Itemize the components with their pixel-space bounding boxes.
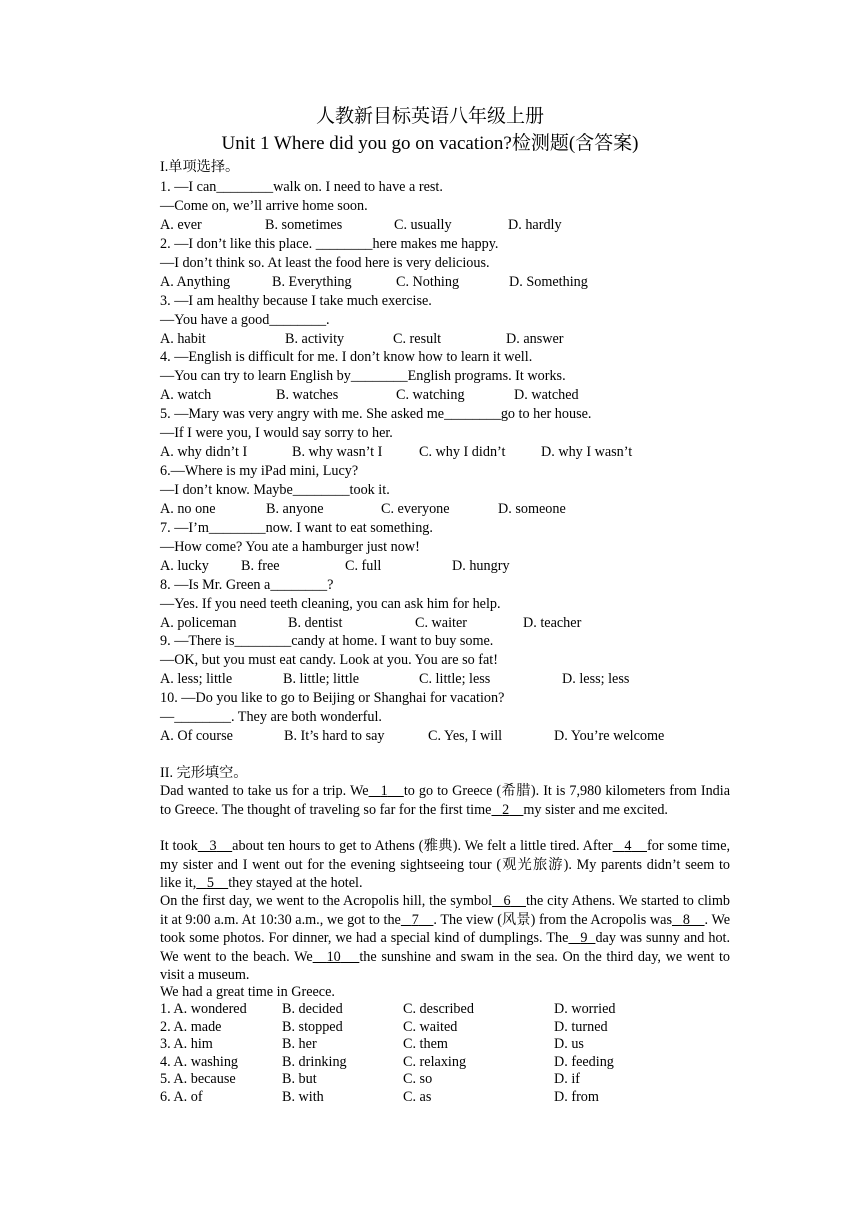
answer-option: B. watches <box>276 387 339 404</box>
question-stem: 9. —There is________candy at home. I want to buy some. <box>160 633 494 650</box>
cloze-text: It took <box>160 838 198 854</box>
question-response: —Come on, we’ll arrive home soon. <box>160 198 368 214</box>
cloze-text: On the first day, we went to the Acropolis hill, the symbol <box>160 893 493 909</box>
answer-option: A. less; little <box>160 671 233 688</box>
document-subtitle: Unit 1 Where did you go on vacation?检测题(含答案) <box>221 133 639 154</box>
answer-option: D. watched <box>514 387 579 404</box>
answer-option: D. less; less <box>562 671 630 688</box>
cloze-option: B. drinking <box>282 1053 347 1070</box>
question-response: —I don’t think so. At least the food here is very delicious. <box>160 254 490 271</box>
cloze-text: the city Athens. We started to climb it at 9:00 a.m. At 10:30 a.m., we got to the <box>160 893 731 928</box>
answer-option: B. little; little <box>283 671 360 688</box>
question-stem: 10. —Do you like to go to Beijing or Shanghai for vacation? <box>160 690 505 707</box>
question-response: —I don’t know. Maybe________took it. <box>160 482 390 498</box>
answer-option: B. anyone <box>266 501 324 517</box>
answer-option: A. no one <box>160 501 216 517</box>
cloze-option: B. with <box>282 1088 324 1105</box>
answer-option: D. You’re welcome <box>554 728 665 745</box>
cloze-text: for some time, my sister and I went out for the evening sightseeing tour (观光旅游). My parents didn’t seem to like it, <box>160 838 731 891</box>
cloze-blank-4: 4 <box>624 838 632 854</box>
answer-option: A. ever <box>160 217 202 233</box>
answer-option: C. waiter <box>415 614 468 631</box>
answer-option: B. activity <box>285 330 345 347</box>
cloze-option: 2. A. made <box>160 1018 222 1035</box>
cloze-option: D. turned <box>554 1018 608 1035</box>
cloze-paragraph-4: We had a great time in Greece. <box>160 984 335 1000</box>
cloze-option: 4. A. washing <box>160 1053 239 1070</box>
document-title: 人教新目标英语八年级上册 <box>315 106 544 127</box>
question-response: —Yes. If you need teeth cleaning, you can ask him for help. <box>160 595 501 612</box>
answer-option: A. habit <box>160 330 206 347</box>
answer-option: A. policeman <box>160 614 237 631</box>
question-stem: 2. —I don’t like this place. ________here makes me happy. <box>160 235 499 252</box>
cloze-paragraph-1 <box>160 782 730 819</box>
cloze-blank-1: 1 <box>380 783 388 799</box>
cloze-option: B. but <box>282 1071 317 1087</box>
cloze-option: 1. A. wondered <box>160 1001 247 1017</box>
answer-option: D. teacher <box>523 614 582 631</box>
answer-option: A. why didn’t I <box>160 444 248 461</box>
answer-option: C. everyone <box>381 501 450 517</box>
question-stem: 4. —English is difficult for me. I don’t know how to learn it well. <box>160 349 533 366</box>
cloze-option: D. us <box>554 1036 584 1052</box>
answer-option: B. sometimes <box>265 217 343 233</box>
cloze-blank-6: 6 <box>503 893 511 909</box>
cloze-option: D. worried <box>554 1001 616 1017</box>
cloze-blank-10: 10 <box>326 948 341 965</box>
cloze-blank-3: 3 <box>209 838 217 854</box>
answer-option: D. hardly <box>508 217 562 233</box>
cloze-text: to go to Greece (希腊). It is 7,980 kilometers from India to Greece. The thought of traveling so far for the first time <box>160 783 730 818</box>
question-response: —You can try to learn English by________English programs. It works. <box>160 368 566 385</box>
answer-option: D. someone <box>498 501 566 517</box>
cloze-option: C. them <box>403 1036 448 1052</box>
cloze-option: 5. A. because <box>160 1071 236 1087</box>
question-response: —You have a good________. <box>160 311 330 328</box>
answer-option: B. why wasn’t I <box>292 444 383 461</box>
answer-option: B. free <box>241 557 280 574</box>
question-stem: 7. —I’m________now. I want to eat something. <box>160 519 433 536</box>
cloze-option: D. from <box>554 1088 599 1105</box>
cloze-option: B. decided <box>282 1001 343 1017</box>
question-response: —________. They are both wonderful. <box>160 709 382 726</box>
cloze-option: C. relaxing <box>403 1053 467 1070</box>
answer-option: A. Of course <box>160 728 233 745</box>
answer-option: C. usually <box>394 217 452 233</box>
answer-option: A. lucky <box>160 557 209 574</box>
question-stem: 1. —I can________walk on. I need to have a rest. <box>160 179 443 195</box>
section-heading-single-choice: I.单项选择。 <box>160 159 240 175</box>
answer-option: D. hungry <box>452 557 510 574</box>
answer-option: C. result <box>393 330 442 347</box>
question-response: —How come? You ate a hamburger just now! <box>160 538 420 555</box>
answer-option: A. watch <box>160 387 212 404</box>
cloze-blank-2: 2 <box>502 801 510 818</box>
answer-option: B. dentist <box>288 614 343 631</box>
cloze-option: C. so <box>403 1071 433 1087</box>
answer-option: D. Something <box>509 273 588 290</box>
cloze-text: . The view (风景) from the Acropolis was <box>433 911 672 928</box>
question-response: —OK, but you must eat candy. Look at you. You are so fat! <box>160 652 498 669</box>
cloze-text: day was sunny and hot. We went to the beach. We <box>160 930 731 965</box>
cloze-blank-7: 7 <box>411 911 419 928</box>
section-heading-cloze: II. 完形填空。 <box>160 765 248 781</box>
cloze-blank-8: 8 <box>682 911 690 928</box>
cloze-blank-9: 9 <box>580 930 588 946</box>
cloze-option: 3. A. him <box>160 1036 213 1052</box>
answer-option: C. little; less <box>419 671 491 688</box>
cloze-text: about ten hours to get to Athens (雅典). We felt a little tired. After <box>232 838 613 854</box>
question-stem: 8. —Is Mr. Green a________? <box>160 576 334 593</box>
question-stem: 3. —I am healthy because I take much exercise. <box>160 292 432 309</box>
answer-option: C. watching <box>396 387 465 404</box>
cloze-paragraph-2 <box>160 837 730 893</box>
cloze-paragraph-3 <box>160 892 730 985</box>
question-response: —If I were you, I would say sorry to her. <box>160 425 393 442</box>
question-stem: 5. —Mary was very angry with me. She asked me________go to her house. <box>160 406 592 423</box>
answer-option: D. why I wasn’t <box>541 444 633 461</box>
cloze-blank-5: 5 <box>206 875 214 891</box>
cloze-text: my sister and me excited. <box>523 801 668 818</box>
answer-option: C. Yes, I will <box>428 728 503 745</box>
question-stem: 6.—Where is my iPad mini, Lucy? <box>160 463 359 479</box>
cloze-option: 6. A. of <box>160 1088 203 1105</box>
cloze-option: C. described <box>403 1001 474 1017</box>
cloze-text: . We took some photos. For dinner, we had a special kind of dumplings. The <box>160 911 731 946</box>
answer-option: B. Everything <box>272 273 352 290</box>
cloze-text: they stayed at the hotel. <box>228 875 363 891</box>
cloze-option: C. as <box>403 1088 432 1105</box>
cloze-option: D. if <box>554 1071 581 1087</box>
answer-option: C. Nothing <box>396 273 460 290</box>
cloze-text: Dad wanted to take us for a trip. We <box>160 783 369 799</box>
cloze-text: the sunshine and swam in the sea. On the third day, we went to visit a museum. <box>160 948 731 983</box>
answer-option: C. full <box>345 557 382 574</box>
cloze-option: C. waited <box>403 1018 458 1035</box>
answer-option: C. why I didn’t <box>419 444 506 461</box>
answer-option: B. It’s hard to say <box>284 728 385 745</box>
cloze-option: B. stopped <box>282 1018 343 1035</box>
answer-option: D. answer <box>506 330 564 347</box>
cloze-option: B. her <box>282 1036 317 1052</box>
cloze-option: D. feeding <box>554 1053 614 1070</box>
answer-option: A. Anything <box>160 273 231 290</box>
